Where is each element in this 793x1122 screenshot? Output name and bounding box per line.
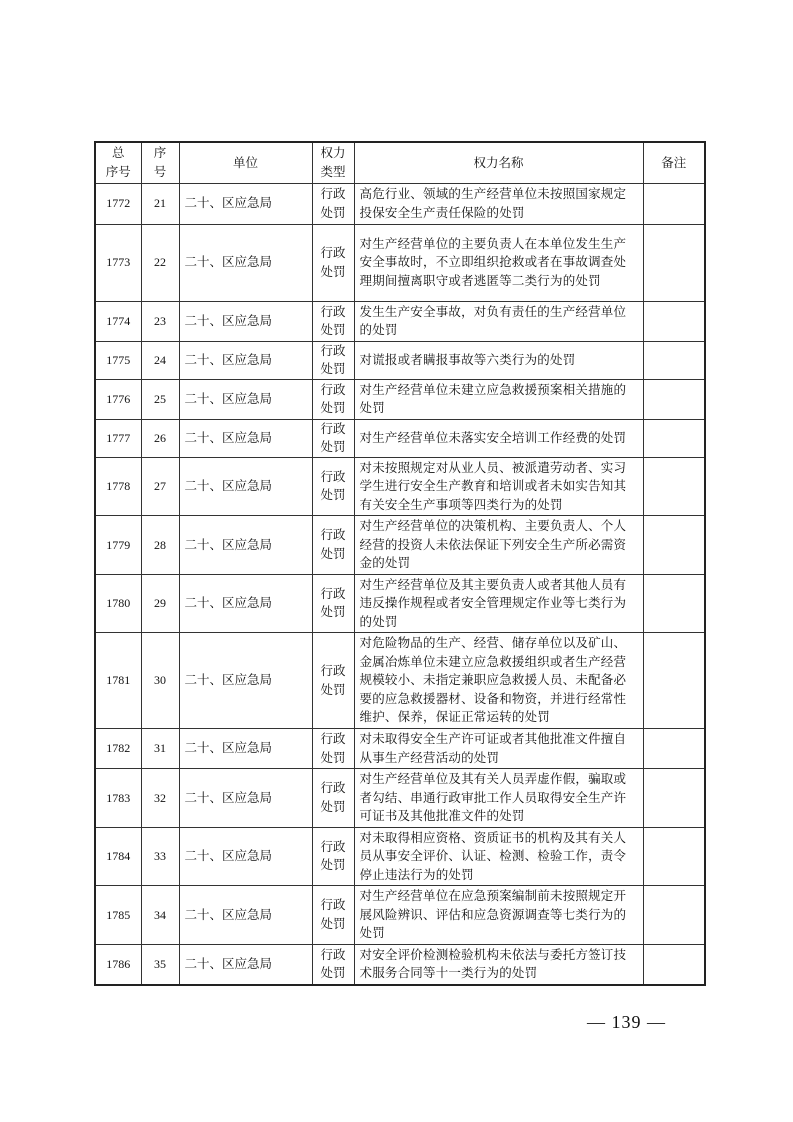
cell-power-name: 对未取得安全生产许可证或者其他批准文件擅自从事生产经营活动的处罚 bbox=[354, 729, 643, 769]
cell-seq-no: 35 bbox=[141, 944, 179, 985]
cell-unit: 二十、区应急局 bbox=[179, 341, 312, 379]
cell-power-name: 对生产经营单位及其主要负责人或者其他人员有违反操作规程或者安全管理规定作业等七类行为的处罚 bbox=[354, 574, 643, 633]
cell-remark bbox=[643, 827, 705, 886]
page-number: — 139 — bbox=[587, 1012, 666, 1032]
cell-seq-no: 30 bbox=[141, 633, 179, 729]
cell-seq-no: 26 bbox=[141, 419, 179, 457]
cell-remark bbox=[643, 457, 705, 516]
cell-total-no: 1786 bbox=[95, 944, 141, 985]
cell-power-type: 行政 处罚 bbox=[312, 633, 354, 729]
cell-power-type: 行政 处罚 bbox=[312, 729, 354, 769]
table-row bbox=[95, 341, 705, 379]
table-row bbox=[95, 183, 705, 224]
cell-seq-no: 34 bbox=[141, 886, 179, 945]
cell-power-type: 行政 处罚 bbox=[312, 379, 354, 419]
cell-unit: 二十、区应急局 bbox=[179, 183, 312, 224]
cell-power-type: 行政 处罚 bbox=[312, 419, 354, 457]
cell-remark bbox=[643, 769, 705, 828]
cell-remark bbox=[643, 183, 705, 224]
cell-unit: 二十、区应急局 bbox=[179, 944, 312, 985]
power-list-table bbox=[94, 141, 706, 986]
cell-remark bbox=[643, 729, 705, 769]
cell-unit: 二十、区应急局 bbox=[179, 633, 312, 729]
cell-power-name: 对生产经营单位在应急预案编制前未按照规定开展风险辨识、评估和应急资源调查等七类行为的处罚 bbox=[354, 886, 643, 945]
table-row bbox=[95, 379, 705, 419]
cell-power-type: 行政 处罚 bbox=[312, 516, 354, 575]
cell-power-type: 行政 处罚 bbox=[312, 769, 354, 828]
cell-total-no: 1774 bbox=[95, 301, 141, 341]
cell-unit: 二十、区应急局 bbox=[179, 516, 312, 575]
cell-power-type: 行政 处罚 bbox=[312, 944, 354, 985]
header-seq-no: 序 号 bbox=[141, 142, 179, 183]
cell-seq-no: 21 bbox=[141, 183, 179, 224]
cell-total-no: 1785 bbox=[95, 886, 141, 945]
cell-power-type: 行政 处罚 bbox=[312, 827, 354, 886]
cell-power-name: 对安全评价检测检验机构未依法与委托方签订技术服务合同等十一类行为的处罚 bbox=[354, 944, 643, 985]
cell-total-no: 1784 bbox=[95, 827, 141, 886]
cell-power-name: 对未取得相应资格、资质证书的机构及其有关人员从事安全评价、认证、检测、检验工作，责令停止违法行为的处罚 bbox=[354, 827, 643, 886]
cell-remark bbox=[643, 944, 705, 985]
table-row bbox=[95, 729, 705, 769]
cell-remark bbox=[643, 419, 705, 457]
power-list-table-container bbox=[94, 141, 704, 986]
cell-unit: 二十、区应急局 bbox=[179, 827, 312, 886]
cell-power-type: 行政 处罚 bbox=[312, 301, 354, 341]
cell-power-name: 对危险物品的生产、经营、储存单位以及矿山、金属冶炼单位未建立应急救援组织或者生产经营规模较小、未指定兼职应急救援人员、未配备必要的应急救援器材、设备和物资，并进行经常性维护、保养，保证正常运转的处罚 bbox=[354, 633, 643, 729]
table-row bbox=[95, 516, 705, 575]
cell-power-name: 对谎报或者瞒报事故等六类行为的处罚 bbox=[354, 341, 643, 379]
cell-total-no: 1778 bbox=[95, 457, 141, 516]
cell-total-no: 1781 bbox=[95, 633, 141, 729]
cell-total-no: 1777 bbox=[95, 419, 141, 457]
cell-unit: 二十、区应急局 bbox=[179, 419, 312, 457]
cell-seq-no: 29 bbox=[141, 574, 179, 633]
header-total-no: 总 序号 bbox=[95, 142, 141, 183]
cell-seq-no: 33 bbox=[141, 827, 179, 886]
cell-remark bbox=[643, 301, 705, 341]
cell-power-name: 对生产经营单位的主要负责人在本单位发生生产安全事故时，不立即组织抢救或者在事故调查处理期间擅离职守或者逃匿等二类行为的处罚 bbox=[354, 224, 643, 301]
cell-total-no: 1773 bbox=[95, 224, 141, 301]
cell-power-name: 对未按照规定对从业人员、被派遣劳动者、实习学生进行安全生产教育和培训或者未如实告知其有关安全生产事项等四类行为的处罚 bbox=[354, 457, 643, 516]
cell-seq-no: 24 bbox=[141, 341, 179, 379]
table-row bbox=[95, 224, 705, 301]
cell-unit: 二十、区应急局 bbox=[179, 301, 312, 341]
cell-power-type: 行政 处罚 bbox=[312, 224, 354, 301]
cell-unit: 二十、区应急局 bbox=[179, 886, 312, 945]
cell-total-no: 1780 bbox=[95, 574, 141, 633]
cell-seq-no: 28 bbox=[141, 516, 179, 575]
cell-seq-no: 31 bbox=[141, 729, 179, 769]
cell-remark bbox=[643, 516, 705, 575]
table-row bbox=[95, 419, 705, 457]
cell-total-no: 1782 bbox=[95, 729, 141, 769]
cell-remark bbox=[643, 574, 705, 633]
cell-unit: 二十、区应急局 bbox=[179, 457, 312, 516]
cell-unit: 二十、区应急局 bbox=[179, 729, 312, 769]
table-row bbox=[95, 769, 705, 828]
table-row bbox=[95, 457, 705, 516]
cell-seq-no: 32 bbox=[141, 769, 179, 828]
cell-unit: 二十、区应急局 bbox=[179, 574, 312, 633]
table-row bbox=[95, 827, 705, 886]
cell-power-name: 对生产经营单位未落实安全培训工作经费的处罚 bbox=[354, 419, 643, 457]
table-header-row bbox=[95, 142, 705, 183]
cell-seq-no: 23 bbox=[141, 301, 179, 341]
table-row bbox=[95, 574, 705, 633]
cell-unit: 二十、区应急局 bbox=[179, 379, 312, 419]
cell-remark bbox=[643, 886, 705, 945]
cell-power-name: 对生产经营单位未建立应急救援预案相关措施的处罚 bbox=[354, 379, 643, 419]
cell-power-type: 行政 处罚 bbox=[312, 457, 354, 516]
header-remark: 备注 bbox=[643, 142, 705, 183]
cell-remark bbox=[643, 633, 705, 729]
table-row bbox=[95, 886, 705, 945]
cell-power-type: 行政 处罚 bbox=[312, 574, 354, 633]
cell-power-name: 发生生产安全事故，对负有责任的生产经营单位的处罚 bbox=[354, 301, 643, 341]
cell-remark bbox=[643, 224, 705, 301]
cell-unit: 二十、区应急局 bbox=[179, 769, 312, 828]
cell-power-name: 对生产经营单位及其有关人员弄虚作假，骗取或者勾结、串通行政审批工作人员取得安全生产许可证书及其他批准文件的处罚 bbox=[354, 769, 643, 828]
cell-total-no: 1779 bbox=[95, 516, 141, 575]
table-body bbox=[95, 183, 705, 985]
cell-total-no: 1776 bbox=[95, 379, 141, 419]
cell-seq-no: 22 bbox=[141, 224, 179, 301]
cell-power-type: 行政 处罚 bbox=[312, 886, 354, 945]
cell-power-name: 高危行业、领域的生产经营单位未按照国家规定投保安全生产责任保险的处罚 bbox=[354, 183, 643, 224]
cell-power-name: 对生产经营单位的决策机构、主要负责人、个人经营的投资人未依法保证下列安全生产所必需资金的处罚 bbox=[354, 516, 643, 575]
cell-total-no: 1775 bbox=[95, 341, 141, 379]
cell-unit: 二十、区应急局 bbox=[179, 224, 312, 301]
table-row bbox=[95, 301, 705, 341]
header-unit: 单位 bbox=[179, 142, 312, 183]
table-row bbox=[95, 944, 705, 985]
header-power-name: 权力名称 bbox=[354, 142, 643, 183]
cell-total-no: 1783 bbox=[95, 769, 141, 828]
header-power-type: 权力 类型 bbox=[312, 142, 354, 183]
cell-power-type: 行政 处罚 bbox=[312, 183, 354, 224]
cell-seq-no: 25 bbox=[141, 379, 179, 419]
cell-remark bbox=[643, 341, 705, 379]
cell-seq-no: 27 bbox=[141, 457, 179, 516]
cell-power-type: 行政 处罚 bbox=[312, 341, 354, 379]
cell-remark bbox=[643, 379, 705, 419]
cell-total-no: 1772 bbox=[95, 183, 141, 224]
table-row bbox=[95, 633, 705, 729]
